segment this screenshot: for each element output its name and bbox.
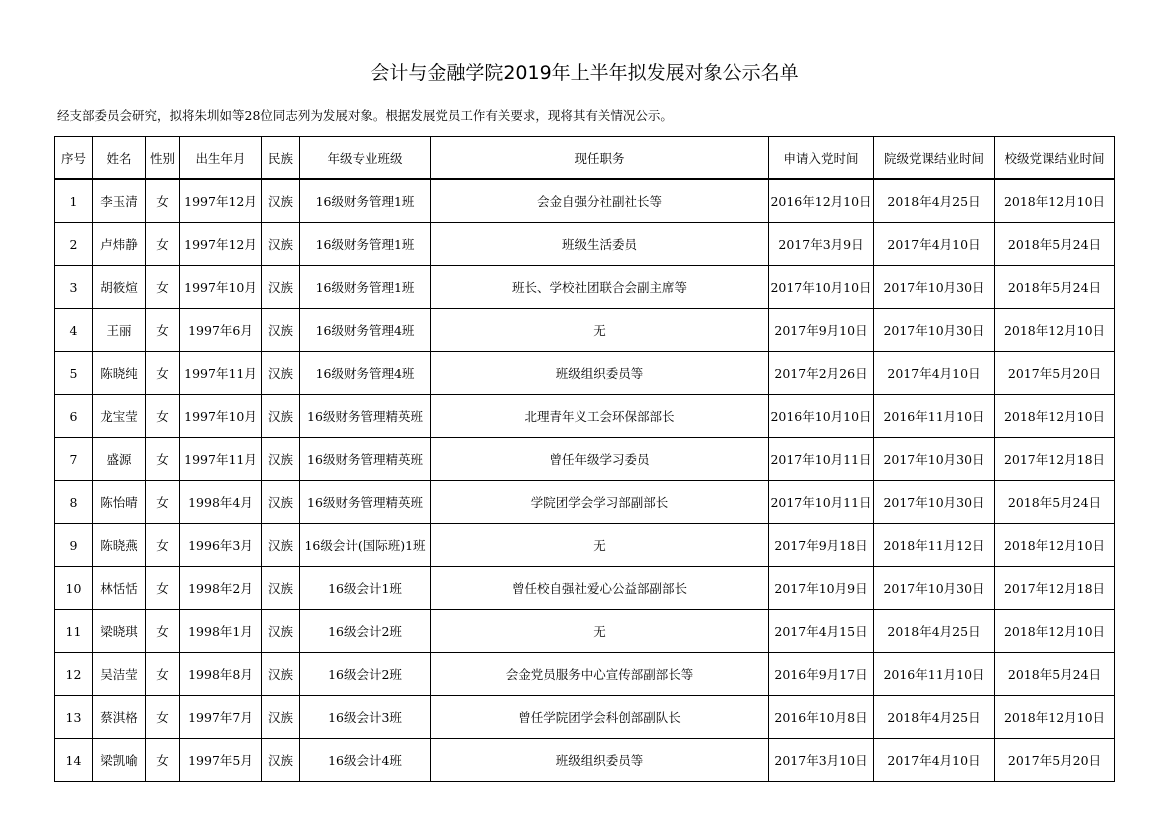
header-gender: 性别 bbox=[146, 137, 180, 180]
cell-index: 3 bbox=[55, 266, 93, 309]
cell-index: 11 bbox=[55, 610, 93, 653]
table-row bbox=[55, 610, 1115, 653]
header-ethnicity: 民族 bbox=[262, 137, 300, 180]
cell-position: 无 bbox=[431, 524, 769, 567]
cell-index: 14 bbox=[55, 739, 93, 782]
cell-class: 16级会计2班 bbox=[300, 653, 431, 696]
cell-college-course-date: 2017年10月30日 bbox=[874, 438, 995, 481]
cell-college-course-date: 2018年4月25日 bbox=[874, 696, 995, 739]
cell-gender: 女 bbox=[146, 179, 180, 223]
table-row bbox=[55, 223, 1115, 266]
cell-apply-date: 2016年10月10日 bbox=[769, 395, 874, 438]
cell-school-course-date: 2018年5月24日 bbox=[995, 266, 1115, 309]
cell-gender: 女 bbox=[146, 696, 180, 739]
table-row bbox=[55, 395, 1115, 438]
cell-apply-date: 2017年10月9日 bbox=[769, 567, 874, 610]
intro-text: 经支部委员会研究，拟将朱圳如等28位同志列为发展对象。根据发展党员工作有关要求，现将其有关情况公示。 bbox=[57, 108, 673, 123]
cell-school-course-date: 2018年12月10日 bbox=[995, 309, 1115, 352]
header-index: 序号 bbox=[55, 137, 93, 180]
cell-name: 蔡淇格 bbox=[93, 696, 146, 739]
cell-birth: 1997年11月 bbox=[180, 438, 262, 481]
cell-gender: 女 bbox=[146, 567, 180, 610]
cell-school-course-date: 2018年5月24日 bbox=[995, 481, 1115, 524]
cell-college-course-date: 2018年11月12日 bbox=[874, 524, 995, 567]
cell-position: 班级组织委员等 bbox=[431, 352, 769, 395]
cell-index: 5 bbox=[55, 352, 93, 395]
table-row bbox=[55, 696, 1115, 739]
cell-gender: 女 bbox=[146, 266, 180, 309]
cell-name: 李玉清 bbox=[93, 179, 146, 223]
cell-apply-date: 2017年10月11日 bbox=[769, 481, 874, 524]
cell-index: 4 bbox=[55, 309, 93, 352]
cell-name: 龙宝莹 bbox=[93, 395, 146, 438]
cell-college-course-date: 2018年4月25日 bbox=[874, 179, 995, 223]
header-apply-date: 申请入党时间 bbox=[769, 137, 874, 180]
cell-college-course-date: 2017年10月30日 bbox=[874, 266, 995, 309]
cell-name: 胡筱煊 bbox=[93, 266, 146, 309]
header-birth: 出生年月 bbox=[180, 137, 262, 180]
cell-name: 陈晓纯 bbox=[93, 352, 146, 395]
cell-index: 9 bbox=[55, 524, 93, 567]
cell-index: 8 bbox=[55, 481, 93, 524]
cell-birth: 1997年10月 bbox=[180, 395, 262, 438]
cell-class: 16级财务管理精英班 bbox=[300, 481, 431, 524]
cell-gender: 女 bbox=[146, 739, 180, 782]
cell-position: 会金自强分社副社长等 bbox=[431, 179, 769, 223]
cell-apply-date: 2017年9月18日 bbox=[769, 524, 874, 567]
cell-apply-date: 2017年4月15日 bbox=[769, 610, 874, 653]
cell-ethnicity: 汉族 bbox=[262, 266, 300, 309]
cell-class: 16级财务管理精英班 bbox=[300, 438, 431, 481]
cell-school-course-date: 2018年12月10日 bbox=[995, 610, 1115, 653]
cell-school-course-date: 2018年12月10日 bbox=[995, 179, 1115, 223]
cell-school-course-date: 2017年5月20日 bbox=[995, 352, 1115, 395]
cell-ethnicity: 汉族 bbox=[262, 481, 300, 524]
cell-index: 12 bbox=[55, 653, 93, 696]
table-row bbox=[55, 266, 1115, 309]
cell-school-course-date: 2018年12月10日 bbox=[995, 524, 1115, 567]
cell-college-course-date: 2016年11月10日 bbox=[874, 653, 995, 696]
cell-ethnicity: 汉族 bbox=[262, 352, 300, 395]
cell-apply-date: 2016年10月8日 bbox=[769, 696, 874, 739]
cell-index: 1 bbox=[55, 179, 93, 223]
cell-position: 曾任校自强社爱心公益部副部长 bbox=[431, 567, 769, 610]
cell-position: 学院团学会学习部副部长 bbox=[431, 481, 769, 524]
header-school-course-date: 校级党课结业时间 bbox=[995, 137, 1115, 180]
cell-position: 会金党员服务中心宣传部副部长等 bbox=[431, 653, 769, 696]
table-row bbox=[55, 179, 1115, 223]
cell-name: 吴洁莹 bbox=[93, 653, 146, 696]
cell-class: 16级会计3班 bbox=[300, 696, 431, 739]
header-college-course-date: 院级党课结业时间 bbox=[874, 137, 995, 180]
header-class: 年级专业班级 bbox=[300, 137, 431, 180]
table-row bbox=[55, 438, 1115, 481]
cell-position: 无 bbox=[431, 309, 769, 352]
cell-class: 16级财务管理4班 bbox=[300, 352, 431, 395]
cell-college-course-date: 2018年4月25日 bbox=[874, 610, 995, 653]
table-body bbox=[55, 179, 1115, 782]
cell-gender: 女 bbox=[146, 223, 180, 266]
cell-index: 10 bbox=[55, 567, 93, 610]
cell-apply-date: 2017年10月11日 bbox=[769, 438, 874, 481]
candidate-table bbox=[54, 136, 1115, 782]
cell-index: 13 bbox=[55, 696, 93, 739]
cell-birth: 1998年8月 bbox=[180, 653, 262, 696]
cell-class: 16级财务管理精英班 bbox=[300, 395, 431, 438]
cell-position: 北理青年义工会环保部部长 bbox=[431, 395, 769, 438]
cell-ethnicity: 汉族 bbox=[262, 438, 300, 481]
header-position: 现任职务 bbox=[431, 137, 769, 180]
cell-ethnicity: 汉族 bbox=[262, 696, 300, 739]
cell-class: 16级财务管理4班 bbox=[300, 309, 431, 352]
cell-class: 16级财务管理1班 bbox=[300, 266, 431, 309]
table-row bbox=[55, 739, 1115, 782]
cell-birth: 1997年7月 bbox=[180, 696, 262, 739]
table-row bbox=[55, 524, 1115, 567]
cell-ethnicity: 汉族 bbox=[262, 223, 300, 266]
cell-name: 陈怡晴 bbox=[93, 481, 146, 524]
cell-birth: 1997年11月 bbox=[180, 352, 262, 395]
cell-position: 无 bbox=[431, 610, 769, 653]
cell-apply-date: 2017年10月10日 bbox=[769, 266, 874, 309]
cell-name: 梁凯喻 bbox=[93, 739, 146, 782]
header-name: 姓名 bbox=[93, 137, 146, 180]
cell-apply-date: 2017年9月10日 bbox=[769, 309, 874, 352]
cell-class: 16级财务管理1班 bbox=[300, 223, 431, 266]
cell-birth: 1997年10月 bbox=[180, 266, 262, 309]
cell-apply-date: 2017年2月26日 bbox=[769, 352, 874, 395]
cell-apply-date: 2017年3月9日 bbox=[769, 223, 874, 266]
cell-school-course-date: 2018年12月10日 bbox=[995, 395, 1115, 438]
cell-school-course-date: 2018年12月10日 bbox=[995, 696, 1115, 739]
table-row bbox=[55, 481, 1115, 524]
cell-apply-date: 2016年9月17日 bbox=[769, 653, 874, 696]
cell-position: 曾任年级学习委员 bbox=[431, 438, 769, 481]
table-header-row bbox=[55, 137, 1115, 180]
cell-ethnicity: 汉族 bbox=[262, 524, 300, 567]
cell-class: 16级财务管理1班 bbox=[300, 179, 431, 223]
cell-school-course-date: 2017年5月20日 bbox=[995, 739, 1115, 782]
document-title: 会计与金融学院2019年上半年拟发展对象公示名单 bbox=[370, 62, 799, 84]
cell-gender: 女 bbox=[146, 610, 180, 653]
cell-name: 王丽 bbox=[93, 309, 146, 352]
cell-ethnicity: 汉族 bbox=[262, 567, 300, 610]
cell-gender: 女 bbox=[146, 352, 180, 395]
cell-birth: 1997年5月 bbox=[180, 739, 262, 782]
cell-ethnicity: 汉族 bbox=[262, 739, 300, 782]
cell-college-course-date: 2017年4月10日 bbox=[874, 739, 995, 782]
table-row bbox=[55, 567, 1115, 610]
cell-position: 班长、学校社团联合会副主席等 bbox=[431, 266, 769, 309]
cell-name: 盛源 bbox=[93, 438, 146, 481]
cell-ethnicity: 汉族 bbox=[262, 179, 300, 223]
cell-ethnicity: 汉族 bbox=[262, 610, 300, 653]
cell-index: 6 bbox=[55, 395, 93, 438]
cell-school-course-date: 2018年5月24日 bbox=[995, 223, 1115, 266]
cell-name: 梁晓琪 bbox=[93, 610, 146, 653]
cell-apply-date: 2017年3月10日 bbox=[769, 739, 874, 782]
cell-ethnicity: 汉族 bbox=[262, 309, 300, 352]
cell-index: 7 bbox=[55, 438, 93, 481]
cell-birth: 1997年12月 bbox=[180, 223, 262, 266]
cell-birth: 1998年2月 bbox=[180, 567, 262, 610]
table-row bbox=[55, 653, 1115, 696]
cell-index: 2 bbox=[55, 223, 93, 266]
cell-ethnicity: 汉族 bbox=[262, 395, 300, 438]
cell-name: 卢炜静 bbox=[93, 223, 146, 266]
cell-birth: 1998年4月 bbox=[180, 481, 262, 524]
cell-position: 班级生活委员 bbox=[431, 223, 769, 266]
cell-gender: 女 bbox=[146, 653, 180, 696]
cell-ethnicity: 汉族 bbox=[262, 653, 300, 696]
table-row bbox=[55, 309, 1115, 352]
cell-college-course-date: 2017年4月10日 bbox=[874, 352, 995, 395]
cell-gender: 女 bbox=[146, 395, 180, 438]
cell-college-course-date: 2017年10月30日 bbox=[874, 567, 995, 610]
cell-class: 16级会计4班 bbox=[300, 739, 431, 782]
cell-birth: 1998年1月 bbox=[180, 610, 262, 653]
cell-college-course-date: 2016年11月10日 bbox=[874, 395, 995, 438]
cell-birth: 1996年3月 bbox=[180, 524, 262, 567]
cell-position: 班级组织委员等 bbox=[431, 739, 769, 782]
cell-gender: 女 bbox=[146, 524, 180, 567]
cell-birth: 1997年12月 bbox=[180, 179, 262, 223]
cell-class: 16级会计2班 bbox=[300, 610, 431, 653]
cell-gender: 女 bbox=[146, 309, 180, 352]
cell-class: 16级会计1班 bbox=[300, 567, 431, 610]
cell-college-course-date: 2017年10月30日 bbox=[874, 309, 995, 352]
table-row bbox=[55, 352, 1115, 395]
cell-birth: 1997年6月 bbox=[180, 309, 262, 352]
cell-school-course-date: 2017年12月18日 bbox=[995, 438, 1115, 481]
cell-school-course-date: 2017年12月18日 bbox=[995, 567, 1115, 610]
cell-college-course-date: 2017年4月10日 bbox=[874, 223, 995, 266]
cell-gender: 女 bbox=[146, 438, 180, 481]
cell-name: 陈晓燕 bbox=[93, 524, 146, 567]
cell-position: 曾任学院团学会科创部副队长 bbox=[431, 696, 769, 739]
cell-school-course-date: 2018年5月24日 bbox=[995, 653, 1115, 696]
cell-gender: 女 bbox=[146, 481, 180, 524]
cell-name: 林恬恬 bbox=[93, 567, 146, 610]
cell-class: 16级会计(国际班)1班 bbox=[300, 524, 431, 567]
cell-apply-date: 2016年12月10日 bbox=[769, 179, 874, 223]
cell-college-course-date: 2017年10月30日 bbox=[874, 481, 995, 524]
